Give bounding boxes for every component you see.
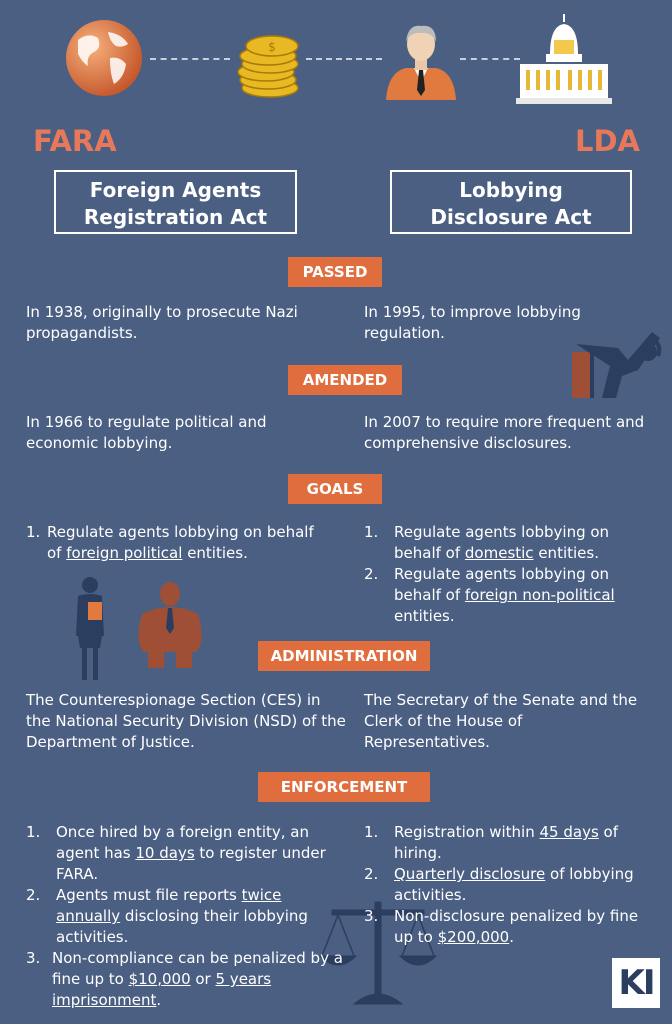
ki-logo xyxy=(612,958,660,1008)
enforcement-header: ENFORCEMENT xyxy=(258,772,430,802)
globe-icon xyxy=(64,18,144,98)
coins-icon xyxy=(232,24,304,100)
fara-enforcement-list xyxy=(26,822,346,1011)
svg-text:$: $ xyxy=(268,40,276,54)
fara-amended-text: In 1966 to regulate political and economic lobbying. xyxy=(26,413,267,452)
connector-line xyxy=(150,58,230,60)
passed-header: PASSED xyxy=(288,257,382,287)
fara-title-line1: Foreign Agents xyxy=(89,178,262,202)
lda-title-line2: Disclosure Act xyxy=(430,205,592,229)
businessman-icon xyxy=(384,20,458,100)
lda-title-line1: Lobbying xyxy=(459,178,563,202)
fara-administration-text: The Counterespionage Section (CES) in the National Security Division (NSD) of the Department of Justice. xyxy=(26,691,346,751)
list-item: 1. Once hired by a foreign entity, an agent has 10 days to register under FARA. xyxy=(26,823,326,883)
list-item: 2. Quarterly disclosure of lobbying activities. xyxy=(364,865,634,904)
fara-passed-text: In 1938, originally to prosecute Nazi propagandists. xyxy=(26,303,298,342)
connector-line xyxy=(306,58,382,60)
lda-enforcement-list xyxy=(364,822,654,948)
fara-goals-list xyxy=(26,522,326,564)
lda-passed-text: In 1995, to improve lobbying regulation. xyxy=(364,303,581,342)
amended-header: AMENDED xyxy=(288,365,402,395)
list-item: 2. Agents must file reports twice annually disclosing their lobbying activities. xyxy=(26,886,308,946)
ki-logo-text: KI xyxy=(618,963,654,1003)
list-item: 1. Regulate agents lobbying on behalf of domestic entities. xyxy=(364,523,610,562)
connector-line xyxy=(460,58,520,60)
list-item: 3. Non-disclosure penalized by fine up to $200,000. xyxy=(364,907,639,946)
fara-title-box xyxy=(54,170,297,234)
lda-administration-text: The Secretary of the Senate and the Clerk of the House of Representatives. xyxy=(364,691,638,751)
fara-acronym: FARA xyxy=(33,124,117,158)
fat-businessman-icon xyxy=(134,582,206,668)
lda-acronym: LDA xyxy=(575,124,640,158)
list-item: 1. Regulate agents lobbying on behalf of foreign political entities. xyxy=(26,523,314,562)
fara-title-line2: Registration Act xyxy=(83,205,268,229)
kicking-man-icon xyxy=(568,326,664,398)
lda-title-box xyxy=(390,170,632,234)
list-item: 1. Registration within 45 days of hiring. xyxy=(364,823,618,862)
businesswoman-icon xyxy=(70,576,110,680)
list-item: 2. Regulate agents lobbying on behalf of foreign non-political entities. xyxy=(364,565,615,625)
goals-header: GOALS xyxy=(288,474,382,504)
lda-amended-text: In 2007 to require more frequent and comprehensive disclosures. xyxy=(364,413,645,452)
lda-goals-list xyxy=(364,522,654,627)
list-item: 3. Non-compliance can be penalized by a fine up to $10,000 or 5 years imprisonment. xyxy=(26,949,343,1009)
capitol-icon xyxy=(516,14,612,108)
administration-header: ADMINISTRATION xyxy=(258,641,430,671)
